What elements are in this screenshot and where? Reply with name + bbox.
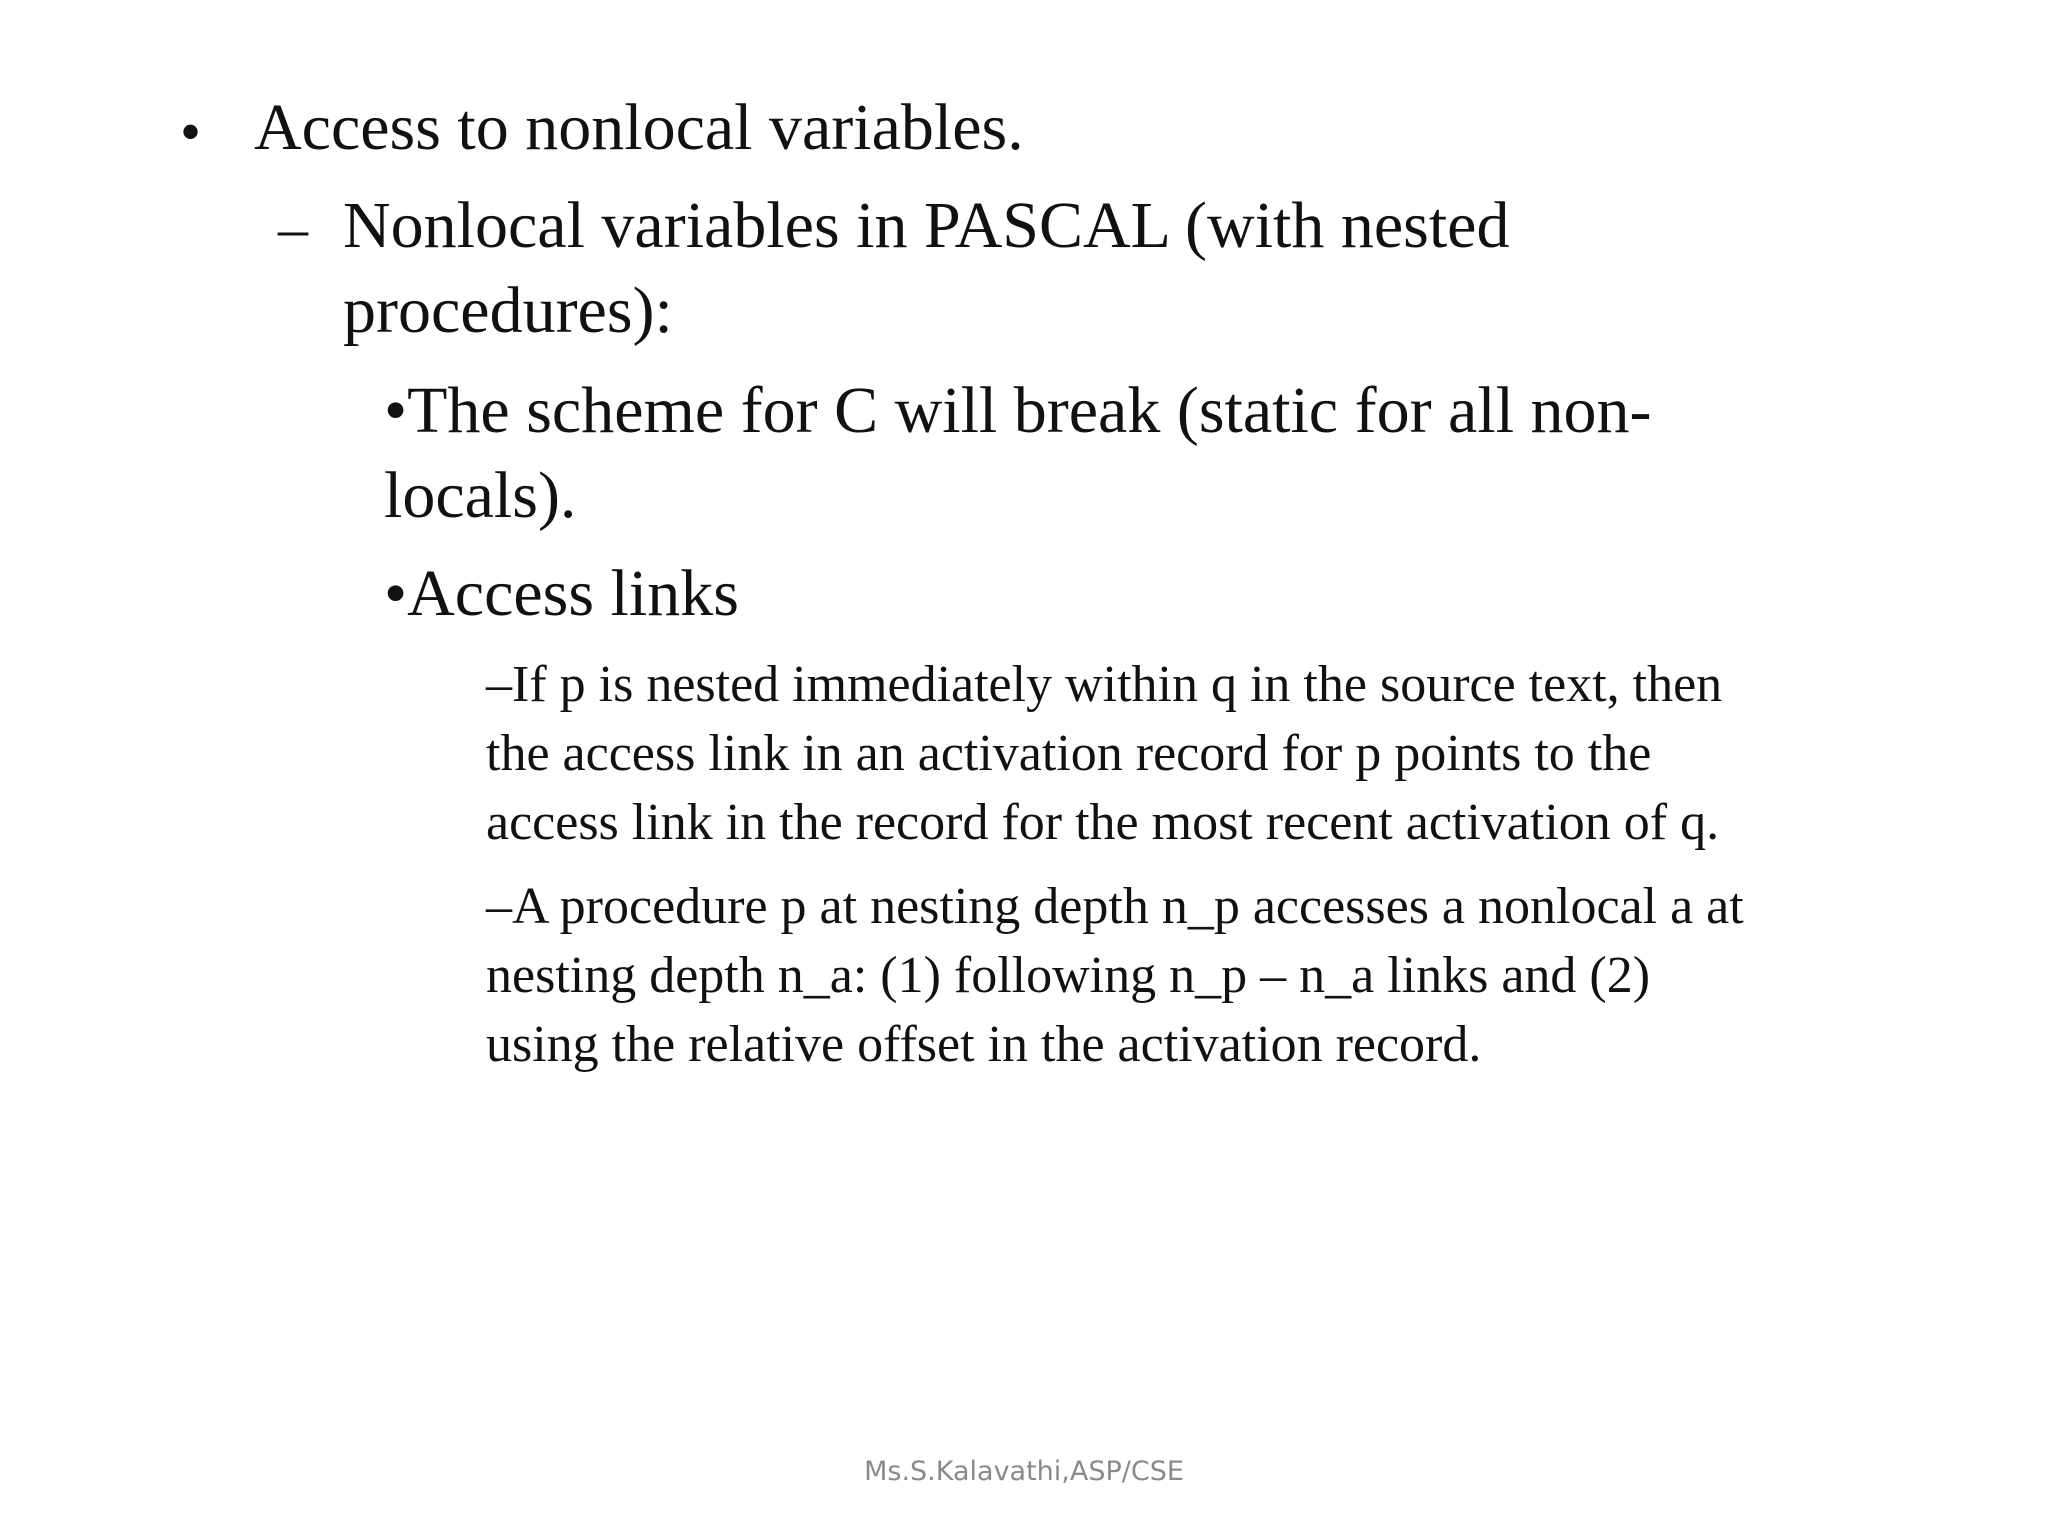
level4-item1-line-1: –If p is nested immediately within q in the source text, then	[486, 656, 1723, 713]
bullet-level1-icon: •	[180, 99, 202, 165]
level4-item1-line-2: the access link in an activation record for p points to the	[486, 725, 1652, 782]
level4-item2-line-3: using the relative offset in the activation record.	[486, 1016, 1482, 1073]
level3-item1-line-2: locals).	[384, 459, 577, 532]
level4-item2-line-1: –A procedure p at nesting depth n_p accesses a nonlocal a at	[486, 878, 1744, 935]
dash-level2-icon: –	[278, 195, 308, 261]
level2-line-1: Nonlocal variables in PASCAL (with nested	[343, 189, 1510, 262]
level3-item2-line-1: •Access links	[384, 557, 739, 630]
level4-item2-line-2: nesting depth n_a: (1) following n_p – n_a links and (2)	[486, 947, 1651, 1004]
level4-item1-line-3: access link in the record for the most recent activation of q.	[486, 794, 1720, 851]
bullet-level1-text: Access to nonlocal variables.	[254, 91, 1024, 164]
slide-footer: Ms.S.Kalavathi,ASP/CSE	[864, 1456, 1184, 1487]
level3-item1-line-1: •The scheme for C will break (static for all non-	[384, 374, 1652, 447]
level2-line-2: procedures):	[343, 274, 673, 347]
